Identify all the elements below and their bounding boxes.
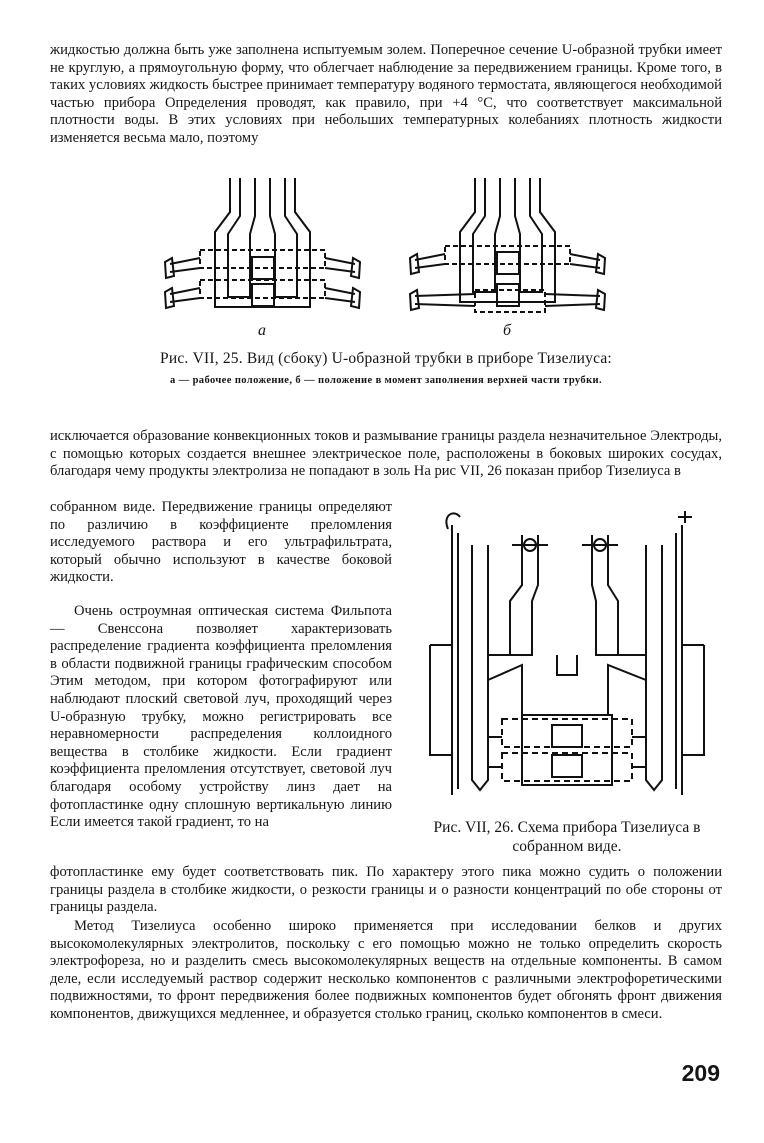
page-number: 209 — [681, 1060, 720, 1086]
figure-26-caption: Рис. VII, 26. Схема прибора Тизелиуса в собранном виде. — [433, 819, 701, 855]
figure-25-caption: Рис. VII, 25. Вид (сбоку) U-образной трубки в приборе Тизелиуса: — [160, 350, 612, 367]
paragraph-bottom-2: Метод Тизелиуса особенно широко применяется при исследовании белков и других высокомолекулярных электролитов, поскольку с его помощью можно не только определить скорость электрофореза, но и разделить смесь высокомолекулярных веществ на отдельные компоненты. В самом деле, если исследуемый раствор содержит несколько компонентов с различными электрофоретическими подвижностями, то фронт передвижения более подвижных компонентов будет обгонять фронт движения компонентов, движущихся медленнее, и образуется столько границ, сколько компонентов в смеси. — [50, 918, 722, 1022]
figure-25-a — [160, 172, 370, 339]
figure-25-b — [405, 172, 615, 339]
paragraph-narrow-2: Очень остроумная оптическая система Фильпота — Свенссона позволяет характеризовать распределение градиента коэффициента преломления в области подвижной границы графическим способом Этим методом, при котором фотографируют или наблюдают плоский световой луч, проходящий через U-образную трубку, можно регистрировать все неравномерности распределения коллоидного вещества в столбике жидкости. Если градиент коэффициента преломления отсутствует, световой луч благодаря особому устройству линз дает на фотопластинке одну сплошную вертикальную линию Если имеется такой градиент, то на — [50, 603, 392, 831]
u-tube-side-view-b — [405, 172, 615, 322]
paragraph-bottom-1: фотопластинке ему будет соответствовать пик. По характеру этого пика можно судить о положении границы раздела в столбике жидкости, о резкости границы и о разности концентраций по обе стороны от границы раздела. — [50, 864, 722, 916]
tiselius-apparatus-diagram — [412, 505, 722, 810]
paragraph-mid: исключается образование конвекционных токов и размывание границы раздела незначительное Электроды, с помощью которых создается внешнее электрическое поле, расположены в боковых широких сосудах, благодаря чему продукты электролиза не попадают в золь На рис VII, 26 показан прибор Тизелиуса в — [50, 428, 722, 480]
figure-25-label-a: а — [258, 322, 266, 339]
u-tube-side-view-a — [160, 172, 370, 322]
figure-25-subcaption: а — рабочее положение, б — положение в момент заполнения верхней части трубки. — [169, 375, 603, 386]
figure-25-label-b: б — [503, 322, 512, 339]
figure-26 — [412, 505, 722, 810]
paragraph-top: жидкостью должна быть уже заполнена испытуемым золем. Поперечное сечение U-образной трубки имеет не круглую, а прямоугольную форму, что облегчает наблюдение за передвижением границы. Кроме того, в таких условиях жидкость быстрее принимает температуру водяного термостата, являющегося необходимой частью прибора Определения проводят, как правило, при +4 °С, что соответствует максимальной плотности воды. В этих условиях при небольших температурных колебаниях плотность жидкости изменяется весьма мало, поэтому — [50, 42, 722, 146]
paragraph-narrow-1: собранном виде. Передвижение границы определяют по различию в коэффициенте преломления исследуемого раствора и его ультрафильтрата, который обычно используют в качестве боковой жидкости. — [50, 499, 392, 586]
